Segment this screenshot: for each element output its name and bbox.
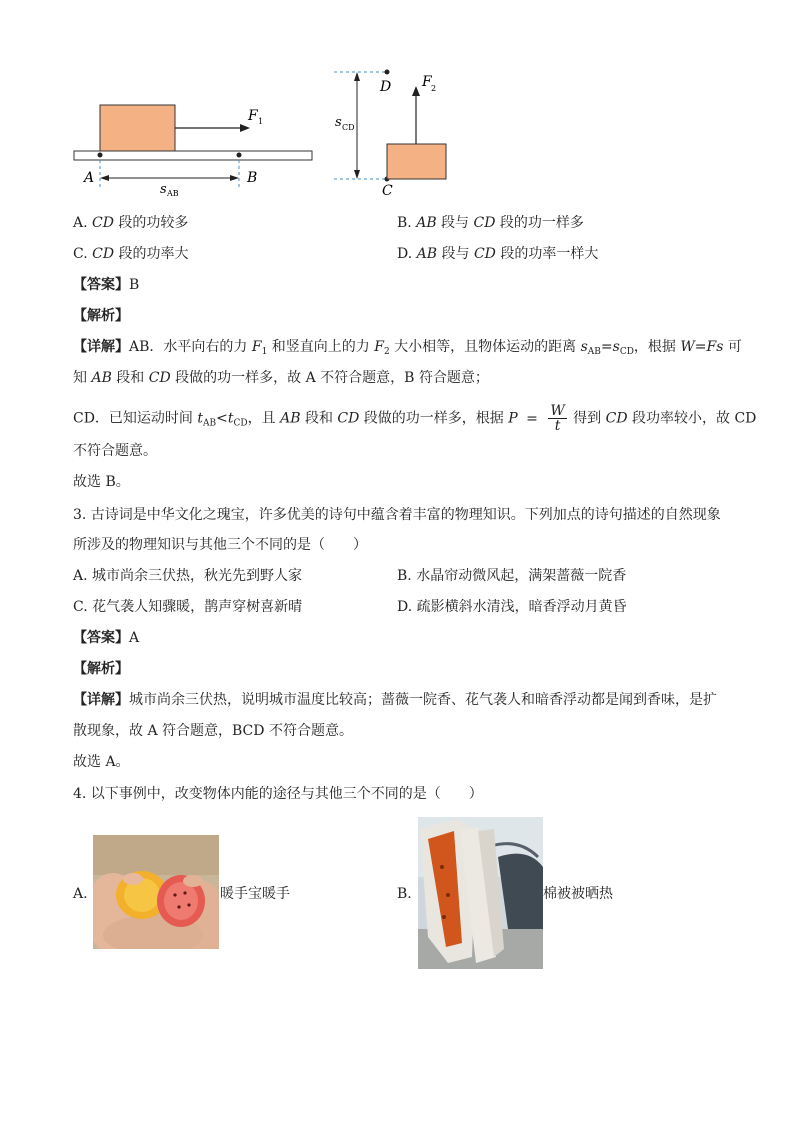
- q4-option-b-text: 棉被被晒热: [543, 886, 613, 902]
- q3-answer-line: 【答案】A: [73, 630, 140, 646]
- hand-warmer-photo: [93, 835, 219, 949]
- point-d: [385, 70, 390, 75]
- option-b: B. AB 段与 CD 段的功一样多: [397, 215, 584, 231]
- label-s-ab: s: [160, 182, 167, 197]
- surface-board: [74, 151, 312, 160]
- point-a: [98, 153, 103, 158]
- force-arrow-head: [412, 86, 420, 96]
- quilt-drying-photo: [418, 817, 543, 969]
- label-c: C: [382, 183, 393, 198]
- svg-text:CD: CD: [342, 123, 355, 132]
- q4-option-a-letter: A.: [73, 886, 88, 902]
- q4-stem: 4. 以下事例中，改变物体内能的途径与其他三个不同的是（ ）: [73, 786, 483, 802]
- block: [100, 105, 175, 151]
- detail-line-1: 【详解】AB．水平向右的力 $F_1$ 和竖直向上的力 $F_2$ 大小相等，且物体运动的距离 $s_{AB}=s_{CD}$，根据 W=Fs 可: [73, 339, 742, 357]
- label-s-cd: s: [335, 115, 342, 130]
- q4-option-b-letter: B.: [397, 886, 412, 902]
- svg-text:AB: AB: [167, 189, 179, 198]
- fraction: $\frac{W}{t}$: [550, 403, 565, 434]
- detail-line-3: CD．已知运动时间 $t_{AB}<t_{CD}$，且 AB 段和 CD 段做的功一样多，根据 P = $\frac{W}{t}$ 得到 CD 段功率较小，故 CD: [73, 403, 757, 434]
- label-a: A: [84, 170, 95, 186]
- q3-option-c: C. 花气袭人知骤暖，鹊声穿树喜新晴: [73, 599, 303, 615]
- q3-option-d: D. 疏影横斜水清浅，暗香浮动月黄昏: [397, 599, 627, 615]
- q3-option-b: B. 水晶帘动微风起，满架蔷薇一院香: [397, 568, 627, 584]
- q3-detail-line-2: 散现象，故 A 符合题意，BCD 不符合题意。: [73, 723, 353, 739]
- option-a: A. CD 段的功较多: [73, 215, 189, 231]
- q3-detail-line-1: 【详解】城市尚余三伏热，说明城市温度比较高；蔷薇一院香、花气袭人和暗香浮动都是闻到香味，是扩: [73, 692, 717, 708]
- q3-option-a: A. 城市尚余三伏热，秋光先到野人家: [73, 568, 303, 584]
- q3-choose-line: 故选 A。: [73, 754, 130, 770]
- diagram-vertical-force: [330, 64, 460, 198]
- option-c: C. CD 段的功率大: [73, 246, 189, 262]
- label-f2: F: [422, 74, 432, 90]
- q3-stem-1: 3. 古诗词是中华文化之瑰宝，许多优美的诗句中蕴含着丰富的物理知识。下列加点的诗句描述的自然现象: [73, 507, 721, 523]
- point-b: [237, 153, 242, 158]
- choose-line: 故选 B。: [73, 474, 130, 490]
- block: [387, 144, 446, 179]
- q4-option-a-text: 暖手宝暖手: [220, 886, 290, 902]
- detail-line-2: 知 AB 段和 CD 段做的功一样多，故 A 不符合题意，B 符合题意；: [73, 370, 489, 386]
- q3-stem-2: 所涉及的物理知识与其他三个不同的是（ ）: [73, 537, 367, 553]
- q3-analysis-heading: 【解析】: [73, 661, 129, 677]
- diagram-horizontal-force: [66, 96, 320, 200]
- detail-line-4: 不符合题意。: [73, 443, 157, 459]
- label-d: D: [380, 79, 392, 95]
- answer-line: 【答案】B: [73, 277, 140, 293]
- force-arrow-head: [240, 124, 250, 132]
- analysis-heading: 【解析】: [73, 308, 129, 324]
- svg-text:1: 1: [258, 117, 264, 126]
- label-b: B: [247, 170, 258, 186]
- label-f1: F: [248, 108, 258, 124]
- svg-text:2: 2: [431, 84, 437, 93]
- option-d: D. AB 段与 CD 段的功率一样大: [397, 246, 599, 262]
